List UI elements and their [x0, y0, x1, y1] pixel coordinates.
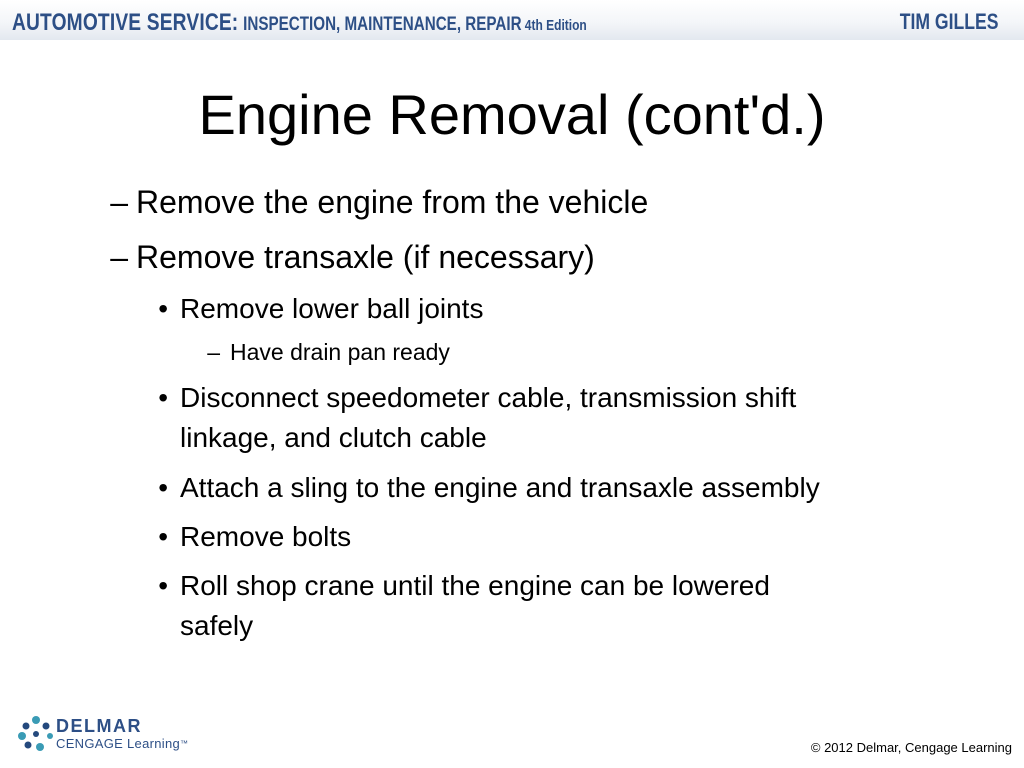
logo-subtext-label: CENGAGE Learning — [56, 736, 181, 751]
book-edition: 4th Edition — [524, 17, 587, 34]
list-item-text-line: linkage, and clutch cable — [180, 422, 487, 453]
dash-marker: – — [207, 339, 220, 365]
book-series-title: AUTOMOTIVE SERVICE: — [12, 9, 239, 36]
book-title — [12, 9, 587, 37]
list-item-text: Remove the engine from the vehicle — [136, 184, 649, 220]
list-item-text: Remove transaxle (if necessary) — [136, 239, 595, 275]
logo-subtext — [56, 736, 188, 752]
dash-marker: – — [110, 184, 128, 220]
list-item-text-line: Roll shop crane until the engine can be lowered — [180, 570, 770, 601]
slide-title: Engine Removal (cont'd.) — [198, 83, 826, 146]
list-item-text: Remove lower ball joints — [180, 293, 484, 324]
copyright-notice: © 2012 Delmar, Cengage Learning — [810, 740, 1012, 755]
book-subtitle: INSPECTION, MAINTENANCE, REPAIR — [243, 14, 522, 35]
list-item-text-line: safely — [180, 610, 254, 641]
author-name: TIM GILLES — [899, 9, 998, 34]
logo-trademark: ™ — [180, 739, 189, 748]
list-item-text-line: Disconnect speedometer cable, transmission shift — [180, 382, 797, 413]
delmar-logo-icon — [14, 712, 58, 756]
publisher-logo — [14, 712, 204, 756]
header-banner — [0, 0, 1024, 40]
logo-wordmark: DELMAR — [56, 716, 142, 736]
bullet-marker: • — [158, 382, 168, 413]
list-item-text: Remove bolts — [180, 521, 352, 552]
bullet-marker: • — [158, 570, 168, 601]
bullet-marker: • — [158, 293, 168, 324]
list-item-text: Have drain pan ready — [230, 339, 450, 365]
bullet-marker: • — [158, 521, 168, 552]
bullet-marker: • — [158, 472, 168, 503]
list-item-text: Attach a sling to the engine and transaxle assembly — [180, 472, 820, 503]
dash-marker: – — [110, 239, 128, 275]
